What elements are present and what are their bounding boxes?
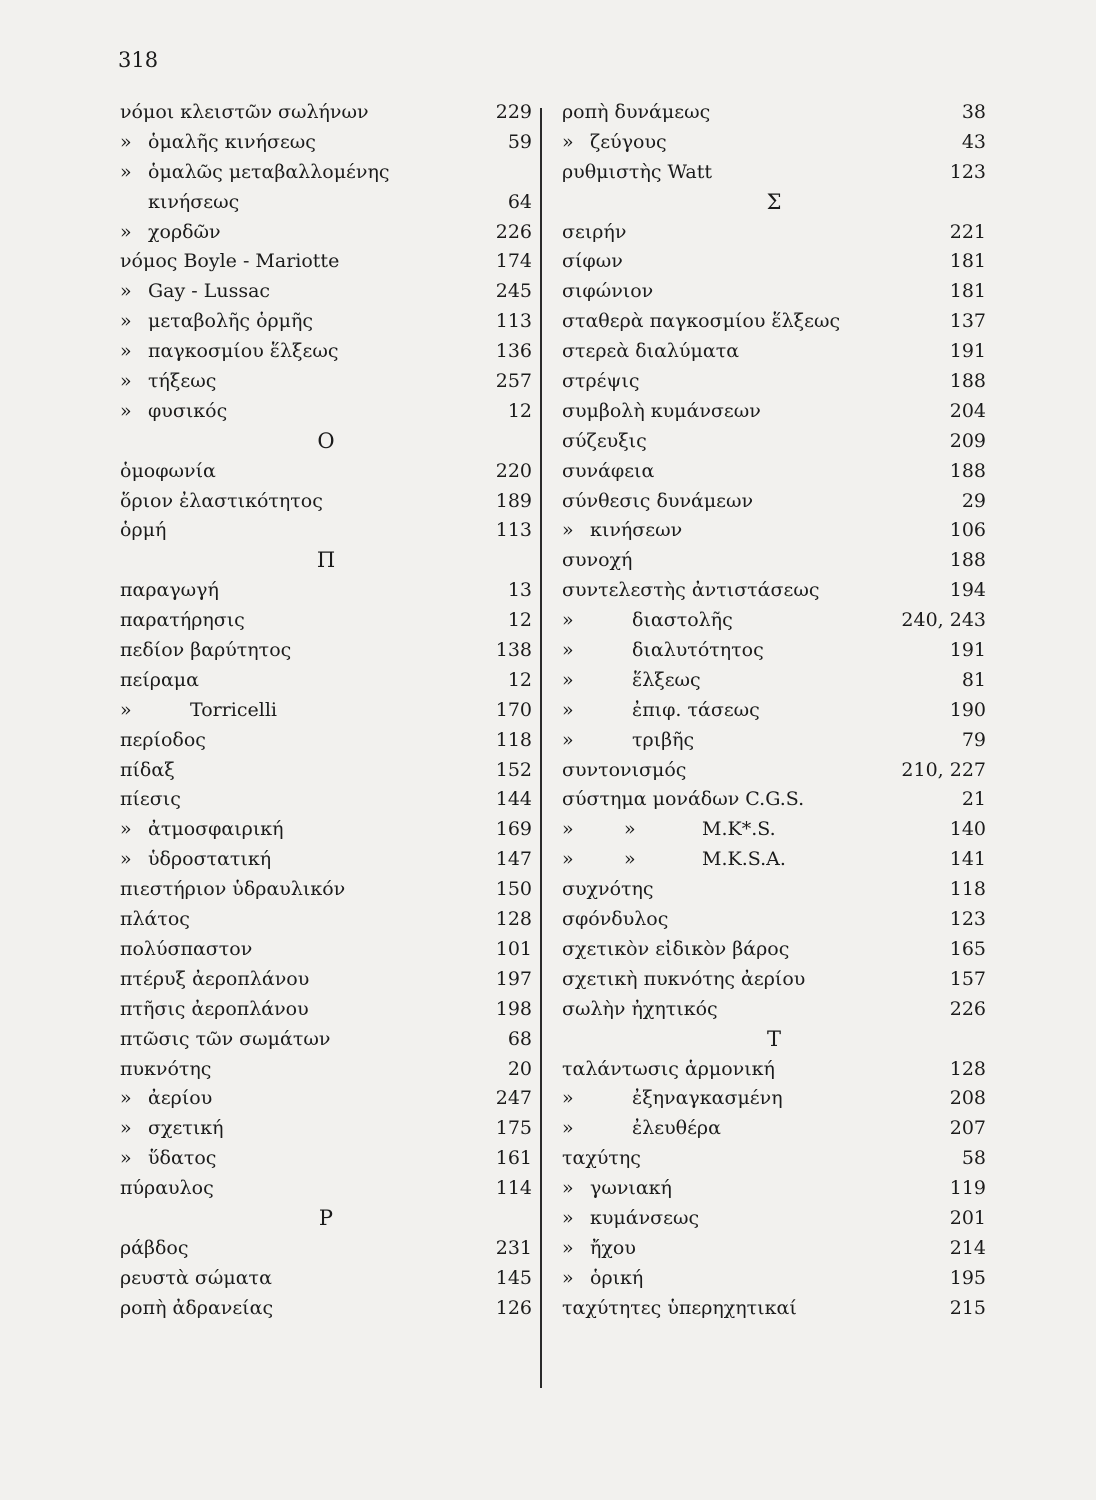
index-entry [562, 815, 986, 845]
ditto-mark: » [562, 848, 574, 871]
index-entry [120, 247, 532, 277]
index-page-ref: 257 [495, 370, 532, 393]
index-column-right [562, 98, 986, 1324]
index-term: κινήσεως [148, 190, 240, 213]
index-entry [562, 576, 986, 606]
index-entry [562, 1114, 986, 1144]
index-page-ref: 226 [495, 220, 532, 243]
index-term: ἤχου [590, 1236, 636, 1259]
index-term: πτῶσις τῶν σωμάτων [120, 1027, 331, 1050]
index-term: στρέψις [562, 370, 640, 393]
ditto-mark: » [562, 639, 574, 662]
index-page-ref: 21 [961, 788, 986, 811]
index-term: συνοχή [562, 549, 633, 572]
index-term: σχετικὴ πυκνότης ἀερίου [562, 967, 806, 990]
index-term: ἐλευθέρα [632, 1117, 721, 1140]
index-page-ref: 144 [495, 788, 532, 811]
index-term: ροπὴ δυνάμεως [562, 101, 711, 123]
index-term: ἐξηναγκασμένη [632, 1087, 783, 1110]
index-term: ταχύτητες ὑπερηχητικαί [562, 1296, 797, 1319]
index-term: σωλὴν ἠχητικός [562, 997, 718, 1020]
index-term: τήξεως [148, 370, 217, 393]
index-page-ref: 201 [949, 1206, 986, 1229]
index-page-ref: 58 [961, 1147, 986, 1170]
index-page-ref: 64 [507, 190, 532, 213]
index-page-ref: 181 [949, 250, 986, 273]
index-term: διαλυτότητος [632, 639, 764, 662]
index-entry [120, 1025, 532, 1055]
index-entry [562, 875, 986, 905]
index-term: ταχύτης [562, 1147, 641, 1170]
index-entry [562, 277, 986, 307]
index-term: πεδίον βαρύτητος [120, 639, 292, 662]
index-term: ὁρμή [120, 519, 167, 542]
index-entry [120, 128, 532, 158]
index-page-ref: 141 [949, 848, 986, 871]
index-entry [120, 696, 532, 726]
index-term: πτῆσις ἀεροπλάνου [120, 997, 309, 1020]
ditto-mark: » [120, 1117, 132, 1140]
index-term: φυσικός [148, 399, 228, 422]
index-entry [562, 367, 986, 397]
index-entry [562, 427, 986, 457]
index-page-ref: 174 [495, 250, 532, 273]
index-entry [120, 666, 532, 696]
index-page-ref: 12 [507, 399, 532, 422]
index-page-ref: 194 [949, 579, 986, 602]
index-page-ref: 137 [949, 310, 986, 333]
index-term: ἀτμοσφαιρική [148, 818, 284, 841]
index-term: σύστημα μονάδων C.G.S. [562, 788, 805, 811]
index-entry [562, 965, 986, 995]
index-entry [120, 965, 532, 995]
ditto-mark: » [120, 220, 132, 243]
index-entry [562, 158, 986, 188]
index-term: πιεστήριον ὑδραυλικόν [120, 878, 346, 901]
index-page-ref: 190 [949, 698, 986, 721]
index-entry [120, 367, 532, 397]
index-page-ref: 191 [949, 340, 986, 363]
index-entry [562, 1084, 986, 1114]
index-entry [120, 277, 532, 307]
index-term: ὅριον ἐλαστικότητος [120, 489, 323, 512]
index-term: παρατήρησις [120, 609, 245, 632]
index-entry [120, 726, 532, 756]
index-page-ref: 12 [507, 668, 532, 691]
index-page-ref: 181 [949, 280, 986, 303]
index-term: ζεύγους [590, 130, 667, 153]
index-entry [562, 636, 986, 666]
ditto-mark: » [120, 280, 132, 303]
index-term: σύζευξις [562, 429, 647, 452]
index-page-ref: 214 [949, 1236, 986, 1259]
index-entry [120, 875, 532, 905]
index-entry [120, 636, 532, 666]
ditto-mark: » [120, 1147, 132, 1170]
index-page-ref: 138 [495, 639, 532, 662]
index-entry [562, 1234, 986, 1264]
index-term: παγκοσμίου ἕλξεως [148, 340, 339, 363]
index-term: διαστολῆς [632, 609, 733, 632]
index-page-ref: 240, 243 [901, 609, 986, 632]
index-entry [120, 337, 532, 367]
index-page-ref: 157 [949, 967, 986, 990]
index-page-ref: 198 [495, 997, 532, 1020]
index-page-ref: 147 [495, 848, 532, 871]
index-entry [562, 98, 986, 128]
index-page-ref: 150 [495, 878, 532, 901]
index-page-ref: 118 [495, 728, 532, 751]
index-page-ref: 195 [949, 1266, 986, 1289]
index-term: νόμοι κλειστῶν σωλήνων [120, 101, 369, 123]
ditto-mark: » [120, 340, 132, 363]
index-page-ref: 81 [961, 668, 986, 691]
ditto-mark: » [120, 370, 132, 393]
index-entry [562, 487, 986, 517]
ditto-mark: » [562, 698, 574, 721]
index-page-ref: 197 [495, 967, 532, 990]
index-page-ref: 68 [507, 1027, 532, 1050]
index-term: χορδῶν [148, 220, 221, 243]
index-entry [562, 307, 986, 337]
index-term: κινήσεων [590, 519, 683, 542]
index-page-ref: 79 [961, 728, 986, 751]
index-entry [120, 1084, 532, 1114]
index-page-ref: 123 [949, 908, 986, 931]
index-entry [562, 935, 986, 965]
ditto-mark: » [562, 130, 574, 153]
ditto-mark: » [562, 1087, 574, 1110]
ditto-mark: » [562, 1266, 574, 1289]
index-term: ἀερίου [148, 1087, 213, 1110]
index-entry [120, 158, 532, 188]
ditto-mark: » [120, 399, 132, 422]
index-term: ὑδροστατική [148, 848, 272, 871]
index-entry [120, 606, 532, 636]
index-page-ref: 209 [949, 429, 986, 452]
ditto-mark: » [562, 1117, 574, 1140]
index-page-ref: 170 [495, 698, 532, 721]
index-term: συχνότης [562, 878, 654, 901]
index-term: ἕλξεως [632, 668, 701, 691]
index-entry [120, 188, 532, 218]
index-entry [120, 487, 532, 517]
index-term: ρυθμιστὴς Watt [562, 160, 712, 183]
index-entry [120, 307, 532, 337]
index-term: πείραμα [120, 668, 199, 691]
index-term: ράβδος [120, 1236, 189, 1259]
ditto-mark: » [624, 848, 636, 871]
index-entry [562, 1144, 986, 1174]
index-term: πτέρυξ ἀεροπλάνου [120, 967, 310, 990]
index-page-ref: 161 [495, 1147, 532, 1170]
index-page-ref: 13 [507, 579, 532, 602]
index-page-ref: 152 [495, 758, 532, 781]
index-entry [120, 935, 532, 965]
index-term: ροπὴ ἀδρανείας [120, 1296, 274, 1319]
index-term: μεταβολῆς ὁρμῆς [148, 310, 314, 333]
ditto-mark: » [120, 848, 132, 871]
index-page-ref: 221 [949, 220, 986, 243]
index-term: πλάτος [120, 908, 190, 931]
index-entry [120, 785, 532, 815]
index-page-ref: 113 [495, 519, 532, 542]
index-page-ref: 123 [949, 160, 986, 183]
index-page-ref: 126 [495, 1296, 532, 1319]
index-term: Torricelli [190, 698, 277, 721]
index-page-ref: 136 [495, 340, 532, 363]
index-term: ὁμαλῆς κινήσεως [148, 130, 316, 153]
index-term: συμβολὴ κυμάνσεων [562, 399, 761, 422]
index-entry [562, 1204, 986, 1234]
section-letter: Π [316, 548, 336, 573]
index-page-ref: 207 [949, 1117, 986, 1140]
index-entry [562, 546, 986, 576]
index-term: νόμος Boyle - Mariotte [120, 250, 340, 273]
ditto-mark: » [562, 1177, 574, 1200]
index-entry [562, 995, 986, 1025]
index-term: πυκνότης [120, 1057, 212, 1080]
index-page-ref: 245 [495, 280, 532, 303]
index-term: ρευστὰ σώματα [120, 1266, 272, 1289]
index-page-ref: 189 [495, 489, 532, 512]
ditto-mark: » [120, 310, 132, 333]
index-entry [120, 218, 532, 248]
index-entry [562, 128, 986, 158]
index-entry [562, 606, 986, 636]
index-entry [562, 845, 986, 875]
index-page-ref: 188 [949, 370, 986, 393]
index-entry [120, 905, 532, 935]
index-page-ref: 140 [949, 818, 986, 841]
index-page-ref: 208 [949, 1087, 986, 1110]
ditto-mark: » [562, 728, 574, 751]
ditto-mark: » [562, 1206, 574, 1229]
index-term: σχετικὸν εἰδικὸν βάρος [562, 937, 790, 960]
index-term: περίοδος [120, 728, 206, 751]
index-page-ref: 38 [961, 101, 986, 123]
index-entry [120, 98, 532, 128]
index-entry [120, 1055, 532, 1085]
index-page-ref: 119 [949, 1177, 986, 1200]
index-entry [120, 1264, 532, 1294]
index-entry [562, 666, 986, 696]
section-letter: T [766, 1026, 781, 1051]
index-entry [562, 1055, 986, 1085]
index-term: πολύσπαστον [120, 937, 253, 960]
index-entry [562, 218, 986, 248]
index-page-ref: 29 [961, 489, 986, 512]
index-term: Gay - Lussac [148, 280, 271, 303]
ditto-mark: » [120, 1087, 132, 1110]
index-entry [120, 1144, 532, 1174]
index-term: στερεὰ διαλύματα [562, 340, 740, 363]
ditto-mark: » [624, 818, 636, 841]
index-term: ὁρική [590, 1266, 644, 1289]
index-page-ref: 191 [949, 639, 986, 662]
index-entry [562, 905, 986, 935]
index-page-ref: 188 [949, 459, 986, 482]
index-term: τριβῆς [632, 728, 695, 751]
index-page-ref: 128 [949, 1057, 986, 1080]
index-term: παραγωγή [120, 579, 219, 602]
ditto-mark: » [562, 818, 574, 841]
index-term: ὁμοφωνία [120, 459, 216, 482]
index-term: συντελεστὴς ἀντιστάσεως [562, 579, 820, 602]
section-letter: P [318, 1205, 334, 1230]
ditto-mark: » [120, 160, 132, 183]
index-term: σιφώνιον [562, 280, 654, 303]
index-entry [562, 397, 986, 427]
index-page-ref: 210, 227 [901, 758, 986, 781]
index-entry [562, 696, 986, 726]
index-entry [120, 576, 532, 606]
ditto-mark: » [562, 609, 574, 632]
index-page-ref: 20 [507, 1057, 532, 1080]
index-page-ref: 118 [949, 878, 986, 901]
index-page-ref: 215 [949, 1296, 986, 1319]
index-entry [120, 845, 532, 875]
index-entry [562, 337, 986, 367]
index-term: σίφων [562, 250, 623, 273]
index-page-ref: 188 [949, 549, 986, 572]
index-term: σφόνδυλος [562, 908, 669, 931]
index-entry [120, 457, 532, 487]
index-page-ref: 247 [495, 1087, 532, 1110]
page-number: 318 [118, 48, 159, 72]
index-term: πίεσις [120, 788, 181, 811]
index-term: πύραυλος [120, 1177, 214, 1200]
index-entry [562, 785, 986, 815]
index-entry [562, 1294, 986, 1324]
index-page-ref: 128 [495, 908, 532, 931]
index-entry [120, 1294, 532, 1324]
index-page-ref: 145 [495, 1266, 532, 1289]
index-entry [562, 756, 986, 786]
index-page-ref: 229 [495, 101, 532, 123]
index-entry [562, 726, 986, 756]
section-letter: Σ [766, 189, 782, 214]
index-term: συντονισμός [562, 758, 687, 781]
ditto-mark: » [562, 668, 574, 691]
index-term: σειρήν [562, 220, 627, 243]
index-entry [120, 516, 532, 546]
index-entry [120, 756, 532, 786]
index-entry [120, 995, 532, 1025]
index-page-ref: 226 [949, 997, 986, 1020]
index-page-ref: 169 [495, 818, 532, 841]
index-entry [120, 1114, 532, 1144]
index-page-ref: 175 [495, 1117, 532, 1140]
index-term: σχετική [148, 1117, 224, 1140]
index-page-ref: 101 [495, 937, 532, 960]
index-page-ref: 165 [949, 937, 986, 960]
index-column-left [120, 98, 532, 1324]
index-page-ref: 43 [961, 130, 986, 153]
index-page-ref: 220 [495, 459, 532, 482]
ditto-mark: » [120, 698, 132, 721]
index-page-ref: 231 [495, 1236, 532, 1259]
index-entry [562, 1264, 986, 1294]
column-divider [540, 108, 542, 1388]
index-term: ἐπιφ. τάσεως [632, 698, 760, 721]
index-page-ref: 204 [949, 399, 986, 422]
ditto-mark: » [120, 130, 132, 153]
index-page-ref: 59 [507, 130, 532, 153]
index-term: ὁμαλῶς μεταβαλλομένης [148, 160, 390, 183]
ditto-mark: » [562, 519, 574, 542]
index-term: ὕδατος [148, 1147, 217, 1170]
index-entry [562, 1174, 986, 1204]
index-page-ref: 12 [507, 609, 532, 632]
index-term: πίδαξ [120, 758, 175, 781]
index-term: συνάφεια [562, 459, 655, 482]
index-term: σύνθεσις δυνάμεων [562, 489, 754, 512]
index-term: ταλάντωσις ἁρμονική [562, 1057, 775, 1080]
index-term: σταθερὰ παγκοσμίου ἕλξεως [562, 310, 841, 333]
ditto-mark: » [120, 818, 132, 841]
ditto-mark: » [562, 1236, 574, 1259]
index-entry [120, 815, 532, 845]
index-term: γωνιακή [590, 1177, 672, 1200]
index-page-ref: 114 [495, 1177, 532, 1200]
index-entry [120, 1174, 532, 1204]
index-entry [562, 247, 986, 277]
index-term: M.K*.S. [702, 818, 776, 841]
index-entry [562, 457, 986, 487]
index-page-ref: 106 [949, 519, 986, 542]
index-page-ref: 113 [495, 310, 532, 333]
index-term: κυμάνσεως [590, 1206, 700, 1229]
index-entry [562, 516, 986, 546]
index-entry [120, 397, 532, 427]
index-entry [120, 1234, 532, 1264]
index-term: M.K.S.A. [702, 848, 786, 871]
section-letter: O [317, 428, 335, 453]
